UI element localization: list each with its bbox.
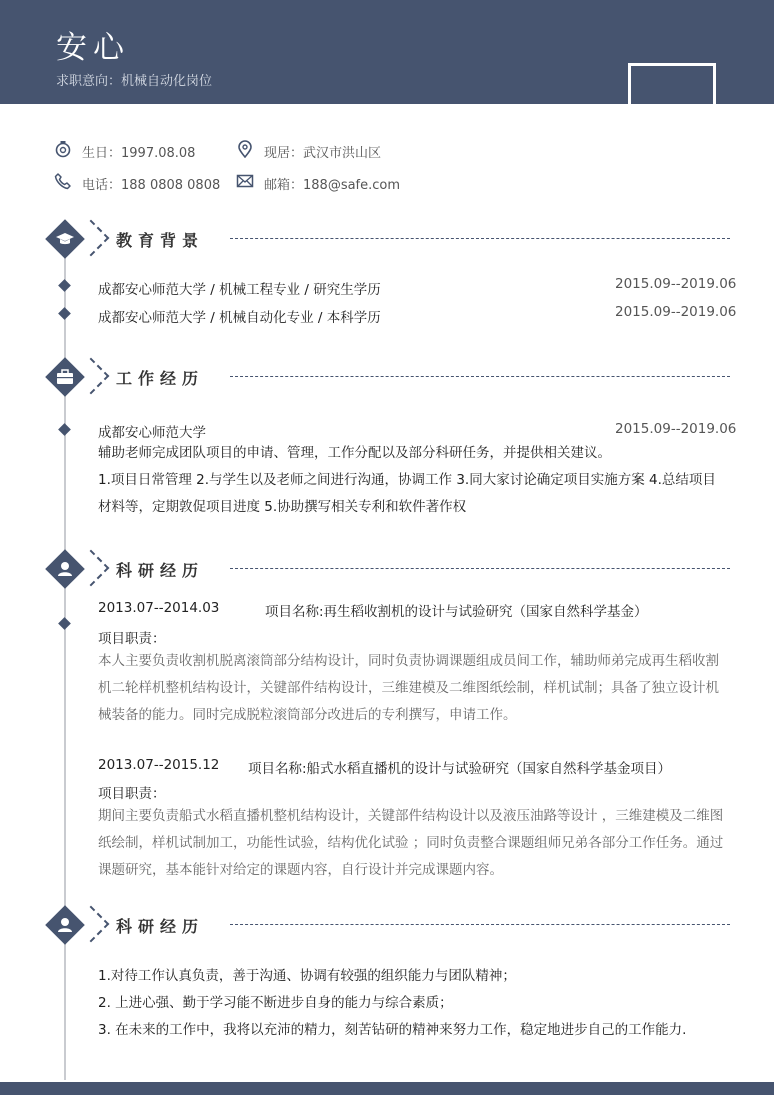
project-date: 2013.07--2015.12 <box>98 757 220 773</box>
mail-icon <box>236 172 254 190</box>
education-date: 2015.09--2019.06 <box>615 276 737 292</box>
project-name: 项目名称:再生稻收割机的设计与试验研究（国家自然科学基金） <box>265 604 648 620</box>
job-intent: 求职意向：机械自动化岗位 <box>56 74 213 89</box>
footer-bar <box>0 1082 774 1095</box>
section-divider <box>230 376 730 377</box>
user-icon <box>54 914 76 936</box>
section-title: 教育背景 <box>116 231 205 250</box>
header-banner <box>0 0 774 104</box>
work-org: 成都安心师范大学 <box>98 425 206 441</box>
section-title: 科研经历 <box>116 561 205 580</box>
section-education-header <box>48 222 738 262</box>
self-eval-line: 1.对待工作认真负责，善于沟通、协调有较强的组织能力与团队精神； <box>98 968 516 984</box>
photo-frame <box>628 63 716 111</box>
section-self-eval-header <box>48 908 738 948</box>
project-duty-label: 项目职责： <box>98 786 166 802</box>
project-name: 项目名称:船式水稻直播机的设计与试验研究（国家自然科学基金项目） <box>248 761 672 777</box>
timeline-dot <box>58 307 71 320</box>
graduation-cap-icon <box>54 228 76 250</box>
timeline-dot <box>58 423 71 436</box>
education-item: 成都安心师范大学 / 机械工程专业 / 研究生学历 <box>98 282 381 298</box>
section-divider <box>230 238 730 239</box>
work-details: 1.项目日常管理 2.与学生以及老师之间进行沟通，协调工作 3.同大家讨论确定项目实施方案 4.总结项目材料等，定期敦促项目进度 5.协助撰写相关专利和软件著作权 <box>98 472 716 515</box>
section-divider <box>230 568 730 569</box>
self-eval-line: 3. 在未来的工作中，我将以充沛的精力，刻苦钻研的精神来努力工作，稳定地进步自己的工作能力. <box>98 1022 687 1038</box>
section-title: 工作经历 <box>116 369 205 388</box>
stopwatch-icon <box>54 140 72 158</box>
candidate-name: 安心 <box>56 30 130 66</box>
timeline-dot <box>58 279 71 292</box>
phone-icon <box>54 172 72 190</box>
work-date: 2015.09--2019.06 <box>615 421 737 437</box>
project-description: 期间主要负责船式水稻直播机整机结构设计，关键部件结构设计以及液压油路等设计 ，三维建模及二维图纸绘制，样机试制加工，功能性试验，结构优化试验 ；同时负责整合课题组师兄弟各部分工作任务。通过课题研究，基本能针对给定的课题内容，自行设计并完成课题内容。 <box>98 808 724 878</box>
self-eval-line: 2. 上进心强、勤于学习能不断进步自身的能力与综合素质； <box>98 995 453 1011</box>
timeline-dot <box>58 617 71 630</box>
project-description: 本人主要负责收割机脱离滚筒部分结构设计，同时负责协调课题组成员间工作，辅助师弟完成再生稻收割机二轮样机整机结构设计，关键部件结构设计，三维建模及二维图纸绘制，样机试制；具备了独立设计机械装备的能力。同时完成脱粒滚筒部分改进后的专利撰写，申请工作。 <box>98 653 719 723</box>
work-summary: 辅助老师完成团队项目的申请、管理，工作分配以及部分科研任务，并提供相关建议。 <box>98 445 611 461</box>
location-pin-icon <box>236 140 254 158</box>
briefcase-icon <box>54 366 76 388</box>
education-item: 成都安心师范大学 / 机械自动化专业 / 本科学历 <box>98 310 381 326</box>
user-icon <box>54 558 76 580</box>
project-date: 2013.07--2014.03 <box>98 600 220 616</box>
section-title: 科研经历 <box>116 917 205 936</box>
section-research-header <box>48 552 738 592</box>
section-work-header <box>48 360 738 400</box>
section-divider <box>230 924 730 925</box>
education-date: 2015.09--2019.06 <box>615 304 737 320</box>
project-duty-label: 项目职责： <box>98 631 166 647</box>
